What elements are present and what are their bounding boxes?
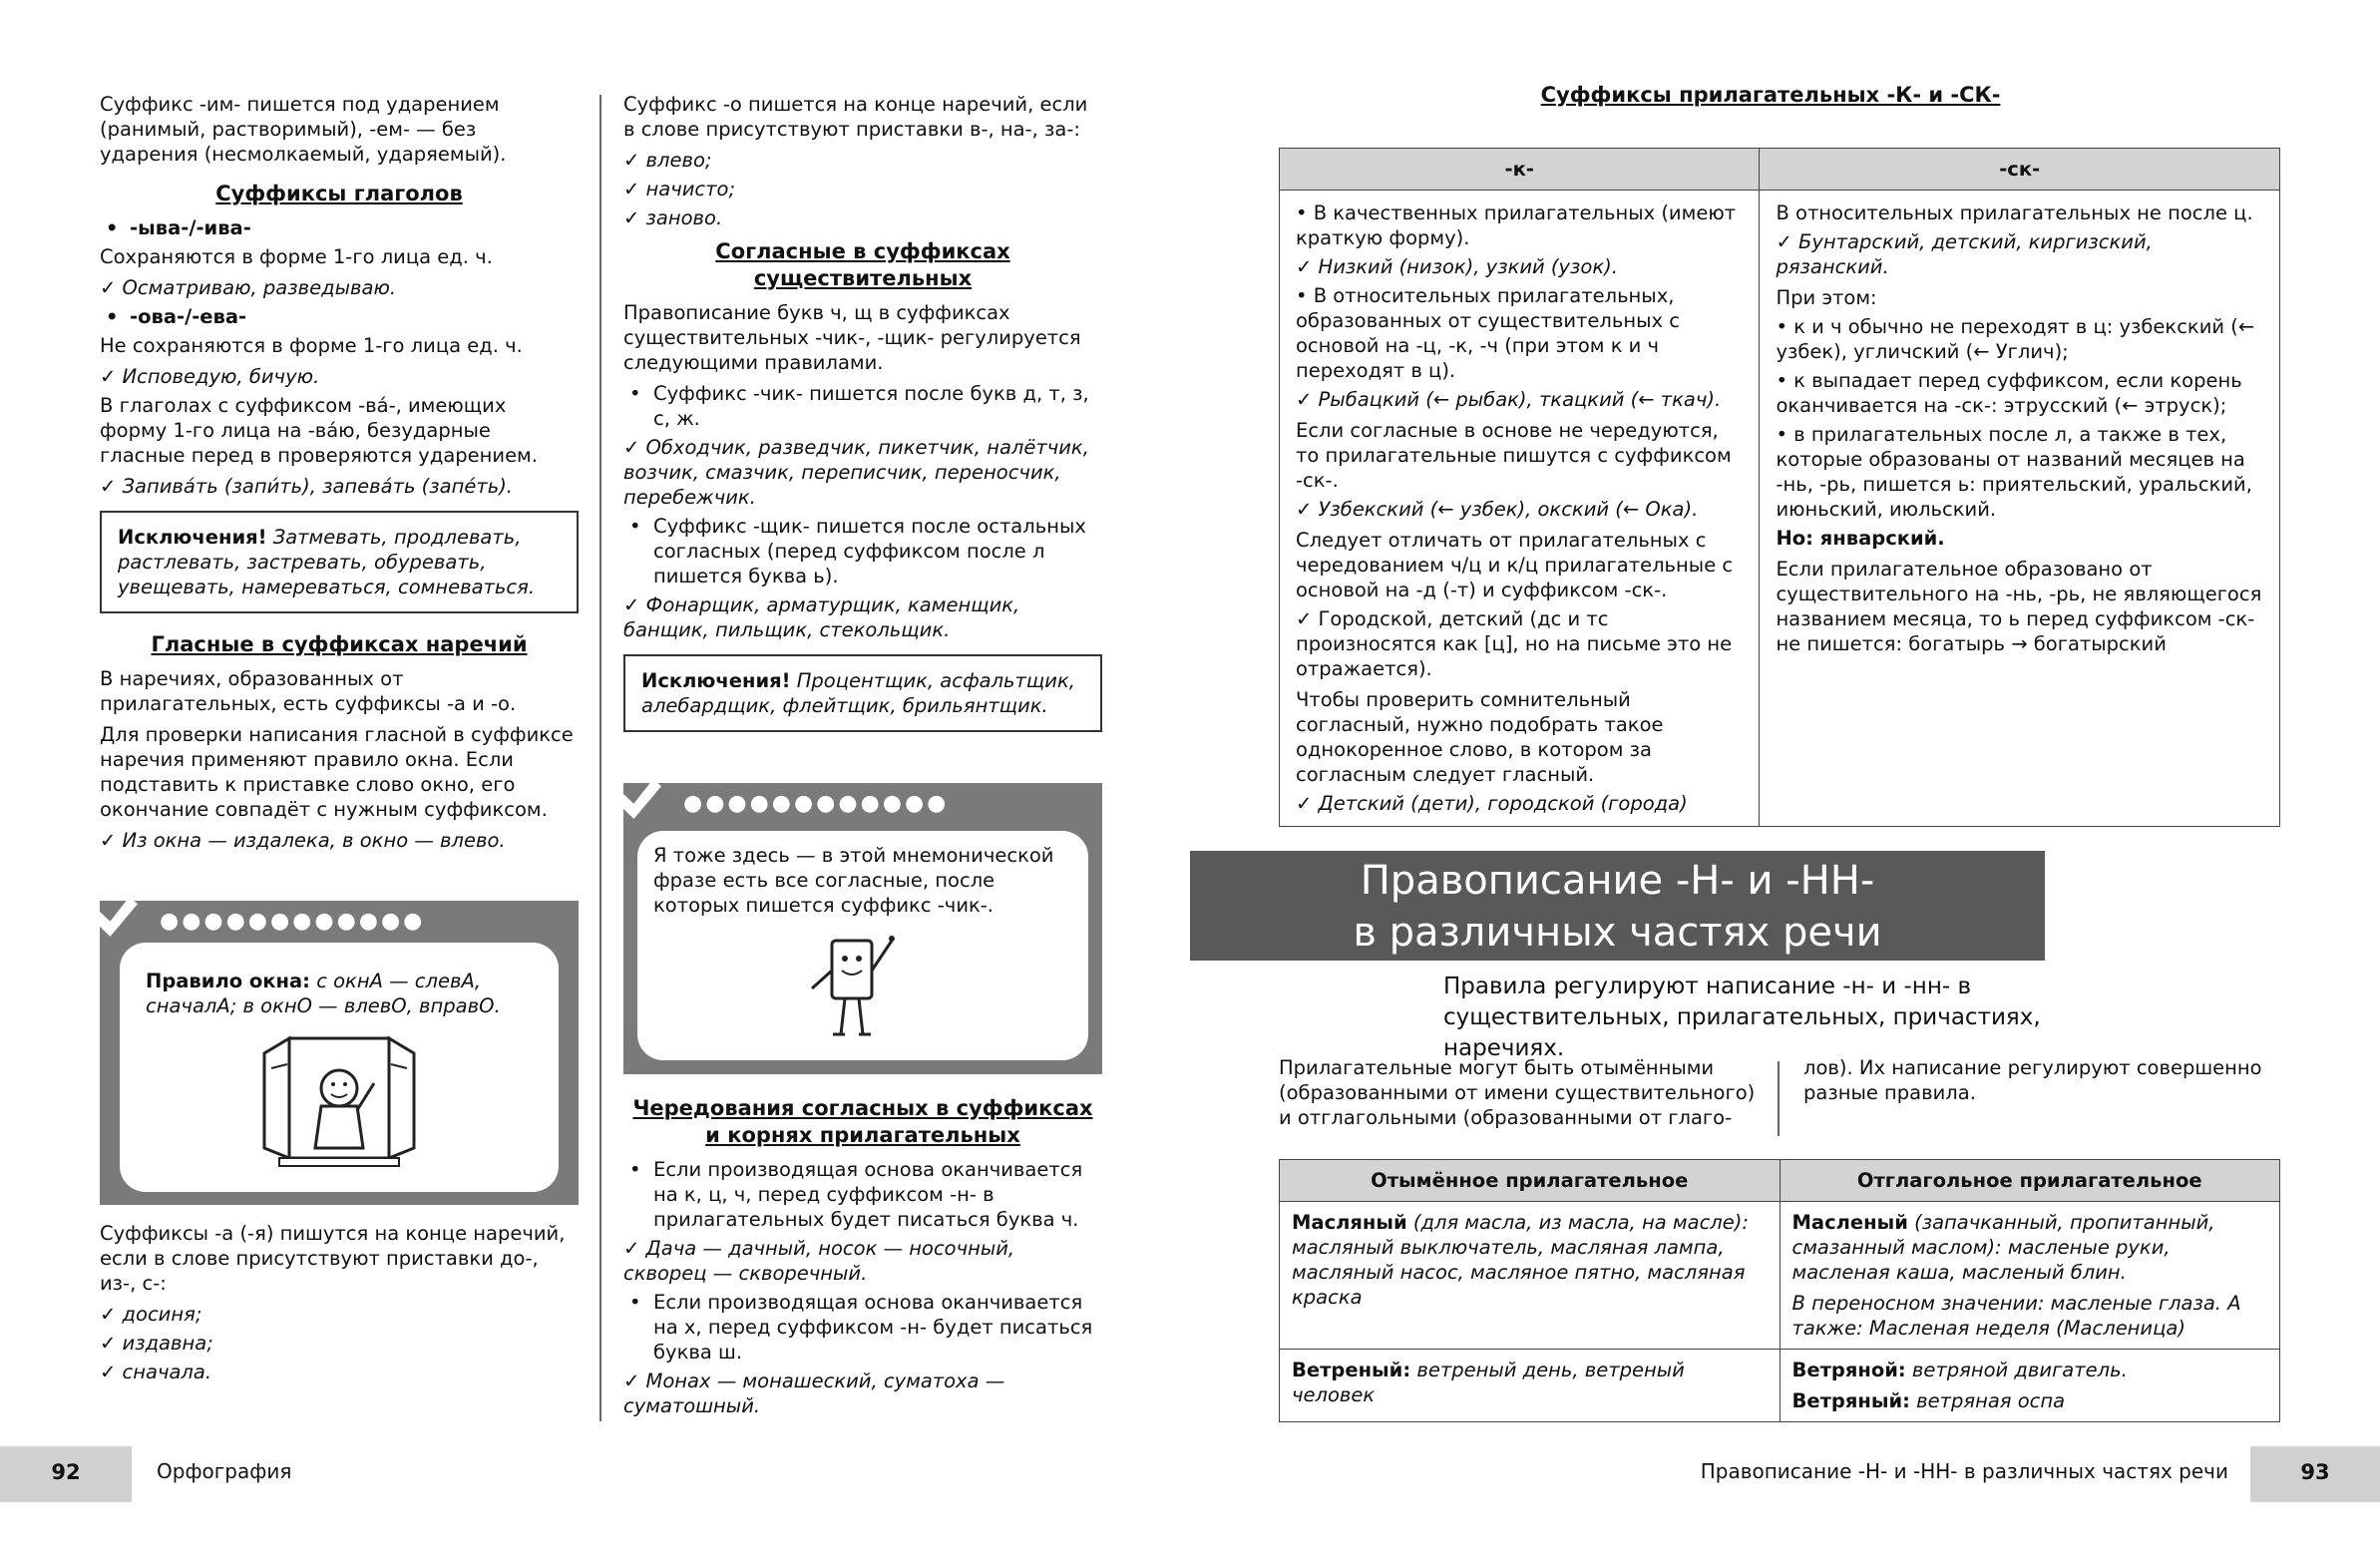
cell-masleny bbox=[1780, 1202, 2280, 1350]
head-k: -к- bbox=[1280, 149, 1760, 191]
kh-example: ✓ Монах — монашеский, суматоха — суматошный. bbox=[623, 1369, 1005, 1417]
example-dosinya: ✓ досиня; bbox=[100, 1303, 202, 1326]
mnemonic-text: Я тоже здесь — в этой мнемонической фразе есть все согласные, после которых пишется суффикс -чик-. bbox=[653, 844, 1054, 917]
word-vetryanoy: Ветряной: bbox=[1791, 1359, 1906, 1381]
column-divider bbox=[599, 95, 601, 1421]
exceptions-text-2: Процентщик, асфальтщик, алебардщик, флейтщик, брильянтщик. bbox=[641, 669, 1075, 717]
adjective-text-right: лов). Их написание регулируют совершенно разные правила. bbox=[1803, 1056, 2262, 1104]
checkmark-icon bbox=[92, 897, 138, 937]
k-line: • В относительных прилагательных, образованных от существительных с основой на -ц, -к, -ч (при этом к и ч переходят в ц). bbox=[1296, 284, 1680, 382]
window-rule-card bbox=[120, 943, 559, 1192]
window-rule-text: Для проверки написания гласной в суффиксе наречия применяют правило окна. Если подставить к приставке слово окно, его окончание совпадёт с нужным суффиксом. bbox=[100, 723, 574, 821]
n-nn-banner bbox=[1190, 851, 2045, 961]
left-col-2 bbox=[623, 92, 1102, 750]
desc-masleny-figurative: В переносном значении: масленые глаза. А также: Масленая неделя (Масленица) bbox=[1791, 1292, 2241, 1340]
adjective-table bbox=[1279, 1159, 2280, 1422]
sk-cell bbox=[1760, 191, 2280, 827]
cell-vetryanoy bbox=[1780, 1350, 2280, 1422]
adverb-a-text: Суффиксы -а (-я) пишутся на конце наречий, если в слове присутствуют приставки до-, из-, с-: bbox=[100, 1222, 566, 1295]
window-rule-body bbox=[146, 969, 545, 1018]
k-example: ✓ Низкий (низок), узкий (узок). bbox=[1296, 255, 1618, 278]
left-footer-page-box bbox=[0, 1446, 132, 1502]
word-masleny: Масленый bbox=[1791, 1211, 1908, 1234]
heading-adverb-vowels: Гласные в суффиксах наречий bbox=[151, 632, 528, 656]
k-example: ✓ Городской, детский (дс и тс произносятся как [ц], но на письме это не отражается). bbox=[1296, 607, 1733, 680]
desc-maslyany: (для масла, из масла, на масле): масляный выключатель, масляная лампа, масляный насос, масляное пятно, масляная краска bbox=[1292, 1211, 1749, 1309]
book-character-illustration bbox=[787, 931, 917, 1052]
example-izdavna: ✓ издавна; bbox=[100, 1332, 213, 1355]
bullet-ova-eva: • -ова-/-ева- bbox=[100, 304, 579, 329]
window-rule-content: с окнА — слевА, сначалА; в окнО — влевО, вправО. bbox=[146, 970, 501, 1017]
desc-vetryanoy: ветряной двигатель. bbox=[1911, 1359, 2128, 1381]
left-col-2-bottom bbox=[623, 1087, 1102, 1422]
word-vetryany: Ветряный: bbox=[1791, 1389, 1910, 1412]
mnemonic-card bbox=[637, 831, 1088, 1060]
word-maslyany: Масляный bbox=[1292, 1211, 1407, 1234]
adverb-suffix-text: В наречиях, образованных от прилагательных, есть суффиксы -а и -о. bbox=[100, 667, 517, 715]
sk-line: • к выпадает перед суффиксом, если корень оканчивается на -ск-: этрусский (← этруск); bbox=[1776, 369, 2242, 417]
chik-shchik-text: Правописание букв ч, щ в суффиксах существительных -чик-, -щик- регулируется следующими правилами. bbox=[623, 301, 1081, 374]
left-footer-section: Орфография bbox=[157, 1459, 292, 1483]
vetryany-line bbox=[1792, 1388, 2268, 1413]
example-zanovo: ✓ заново. bbox=[623, 206, 723, 229]
yva-iva-example: ✓ Осматриваю, разведываю. bbox=[100, 276, 397, 299]
word-vetreny: Ветреный: bbox=[1292, 1359, 1411, 1381]
bullet-yva-iva: • -ыва-/-ива- bbox=[100, 215, 579, 240]
k-line: Следует отличать от прилагательных с чередованием ч/ц и к/ц прилагательные с основой на -д (-т) и суффиксом -ск-. bbox=[1296, 529, 1734, 601]
bullet-k-ts-ch: • Если производящая основа оканчивается на к, ц, ч, перед суффиксом -н- в прилагательных будет писаться буква ч. bbox=[623, 1157, 1102, 1232]
head-denominal: Отымённое прилагательное bbox=[1280, 1160, 1781, 1202]
heading-noun-consonants: Согласные в суффиксах существительных bbox=[715, 239, 1010, 290]
example-nachisto: ✓ начисто; bbox=[623, 178, 736, 200]
left-col-1 bbox=[100, 92, 579, 857]
yva-iva-text: Сохраняются в форме 1-го лица ед. ч. bbox=[100, 245, 493, 268]
sk-line: При этом: bbox=[1776, 286, 1877, 309]
sk-line: • в прилагательных после л, а также в тех, которые образованы от названий месяцев на -нь, -рь, пишется ь: приятельский, уральский, июньский, июльский. bbox=[1776, 423, 2252, 521]
exceptions-box bbox=[100, 511, 579, 613]
banner-line-2: в различных частях речи bbox=[1353, 910, 1882, 956]
suffix-im-text: Суффикс -им- пишется под ударением (ранимый, растворимый), -ем- — без ударения (несмолкаемый, ударяемый). bbox=[100, 93, 507, 166]
head-sk: -ск- bbox=[1760, 149, 2280, 191]
banner-line-1: Правописание -Н- и -НН- bbox=[1360, 858, 1875, 904]
k-example: ✓ Узбекский (← узбек), окский (← Ока). bbox=[1296, 498, 1699, 521]
desc-vetreny: ветреный день, ветреный человек bbox=[1292, 1359, 1685, 1406]
chik-example: ✓ Обходчик, разведчик, пикетчик, налётчик, возчик, смазчик, переписчик, переносчик, перебежчик. bbox=[623, 436, 1089, 509]
cell-vetreny bbox=[1280, 1350, 1781, 1422]
sk-line: • к и ч обычно не переходят в ц: узбекский (← узбек), угличский (← Углич); bbox=[1776, 315, 2255, 363]
left-col-1-bottom bbox=[100, 1221, 579, 1388]
bullet-kh: • Если производящая основа оканчивается на х, перед суффиксом -н- будет писаться буква ш. bbox=[623, 1290, 1102, 1365]
heading-verb-suffixes: Суффиксы глаголов bbox=[215, 182, 463, 205]
sk-line: В относительных прилагательных не после ц. bbox=[1776, 201, 2253, 224]
heading-alternation: Чередования согласных в суффиксах и корнях прилагательных bbox=[632, 1096, 1093, 1147]
k-example: ✓ Рыбацкий (← рыбак), ткацкий (← ткач). bbox=[1296, 388, 1722, 411]
exceptions-label: Исключения! bbox=[118, 526, 267, 549]
exceptions-text: Затмевать, продлевать, растлевать, застревать, обуревать, увещевать, намереваться, сомневаться. bbox=[118, 526, 536, 598]
dots-decoration: ●●●●●●●●●●●● bbox=[683, 791, 950, 816]
k-cell bbox=[1280, 191, 1760, 827]
va-suffix-text: В глаголах с суффиксом -ва́-, имеющих форму 1-го лица на -ва́ю, безударные гласные перед в проверяются ударением. bbox=[100, 394, 538, 467]
suffix-o-text: Суффикс -о пишется на конце наречий, если в слове присутствуют приставки в-, на-, за-: bbox=[623, 93, 1088, 141]
k-example: ✓ Детский (дети), городской (города) bbox=[1296, 792, 1688, 815]
k-line: Чтобы проверить сомнительный согласный, нужно подобрать такое однокоренное слово, в котором за согласным следует гласный. bbox=[1296, 688, 1664, 786]
exceptions-box-2 bbox=[623, 654, 1102, 732]
sk-line: Но: январский. bbox=[1776, 527, 1945, 550]
left-page-number: 92 bbox=[51, 1460, 81, 1484]
shchik-example: ✓ Фонарщик, арматурщик, каменщик, банщик, пильщик, стекольщик. bbox=[623, 593, 1020, 641]
right-footer-page-box bbox=[2250, 1446, 2380, 1502]
dots-decoration: ●●●●●●●●●●●● bbox=[160, 909, 426, 934]
mnemonic-panel bbox=[623, 783, 1102, 1074]
example-snachala: ✓ сначала. bbox=[100, 1361, 212, 1383]
window-illustration bbox=[259, 1028, 419, 1178]
paragraph-divider bbox=[1778, 1061, 1780, 1136]
bullet-shchik: • Суффикс -щик- пишется после остальных согласных (перед суффиксом после л пишется буква ь). bbox=[623, 514, 1102, 588]
checkmark-icon bbox=[615, 779, 661, 819]
desc-vetryany: ветряная оспа bbox=[1916, 1389, 2066, 1412]
k-sk-title: Суффиксы прилагательных -К- и -СК- bbox=[1540, 83, 2001, 107]
example-vlevo: ✓ влево; bbox=[623, 149, 712, 172]
sk-example: ✓ Бунтарский, детский, киргизский, рязанский. bbox=[1776, 230, 2153, 278]
exceptions-label-2: Исключения! bbox=[641, 669, 791, 692]
desc-masleny: (запачканный, пропитанный, смазанный маслом): масленые руки, масленая каша, масленый блин. bbox=[1791, 1211, 2215, 1284]
k-ts-ch-example: ✓ Дача — дачный, носок — носочный, скворец — скворечный. bbox=[623, 1237, 1015, 1285]
window-rule-panel bbox=[100, 901, 579, 1205]
ova-eva-text: Не сохраняются в форме 1-го лица ед. ч. bbox=[100, 334, 523, 357]
bullet-chik: • Суффикс -чик- пишется после букв д, т, з, с, ж. bbox=[623, 381, 1102, 431]
ova-eva-example: ✓ Исповедую, бичую. bbox=[100, 365, 320, 388]
k-sk-table bbox=[1279, 148, 2280, 827]
window-rule-example: ✓ Из окна — издалека, в окно — влево. bbox=[100, 829, 506, 852]
sk-line: Если прилагательное образовано от существительного на -нь, -рь, не являющегося названием месяца, то ь перед суффиксом -ск- не пишется: богатырь → богатырский bbox=[1776, 558, 2262, 655]
head-deverbal: Отглагольное прилагательное bbox=[1780, 1160, 2280, 1202]
window-rule-label: Правило окна: bbox=[146, 970, 310, 992]
k-line: • В качественных прилагательных (имеют краткую форму). bbox=[1296, 201, 1737, 249]
adjective-text-left: Прилагательные могут быть отымёнными (образованными от имени существительного) и отглагольными (образованными от глаго- bbox=[1279, 1056, 1756, 1129]
n-nn-intro: Правила регулируют написание -н- и -нн- в существительных, прилагательных, причастиях, наречиях. bbox=[1443, 974, 2041, 1061]
right-footer-section: Правописание -Н- и -НН- в различных частях речи bbox=[1700, 1459, 2228, 1483]
k-line: Если согласные в основе не чередуются, то прилагательные пишутся с суффиксом -ск-. bbox=[1296, 419, 1732, 492]
right-page-number: 93 bbox=[2300, 1460, 2330, 1484]
cell-maslyany bbox=[1280, 1202, 1781, 1350]
va-suffix-example: ✓ Запива́ть (запи́ть), запева́ть (запе́ть). bbox=[100, 475, 513, 498]
